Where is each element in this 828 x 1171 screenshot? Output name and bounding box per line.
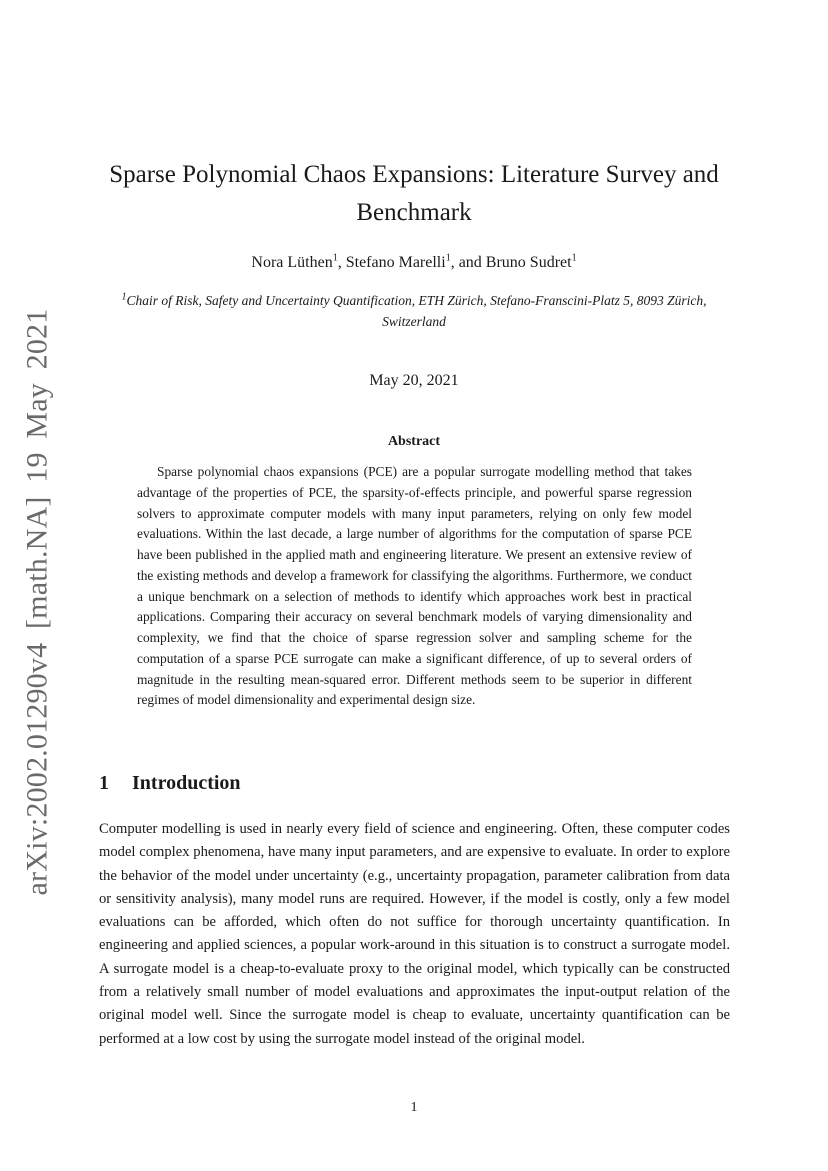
- introduction-paragraph: Computer modelling is used in nearly every field of science and engineering. Often, these computer codes model complex phenomena, have many input parameters, and are expensive to evaluate. In order to explore the behavior of the model under uncertainty (e.g., uncertainty propagation, parameter calibration from data or sensitivity analysis), many model runs are required. However, if the model is costly, only a few model evaluations can be afforded, which often do not suffice for thorough uncertainty quantification. In engineering and applied sciences, a popular work-around in this situation is to construct a surrogate model. A surrogate model is a cheap-to-evaluate proxy to the original model, which typically can be constructed from a relatively small number of model evaluations and approximates the input-output relation of the original model well. Since the surrogate model is cheap to evaluate, uncertainty quantification can be performed at a low cost by using the surrogate model instead of the original model.: [99, 821, 730, 1047]
- section-title: Introduction: [132, 772, 241, 794]
- paper-title: Sparse Polynomial Chaos Expansions: Literature Survey and Benchmark: [109, 161, 719, 226]
- author-separator: ,: [337, 254, 346, 271]
- arxiv-stamp: [8, 308, 66, 896]
- abstract-text: Sparse polynomial chaos expansions (PCE) are a popular surrogate modelling method that takes advantage of the properties of PCE, the sparsity-of-effects principle, and powerful sparse regression solvers to approximate computer models with many input parameters, relying on only few model evaluations. Within the last decade, a large number of algorithms for the computation of sparse PCE have been published in the applied math and engineering literature. We present an extensive review of the existing methods and develop a framework for classifying the algorithms. Furthermore, we conduct a unique benchmark on a selection of methods to identify which approaches work best in practical applications. Comparing their accuracy on several benchmark models of varying dimensionality and complexity, we find that the choice of sparse regression solver and sampling scheme for the computation of a sparse PCE surrogate can make a significant difference, of up to several orders of magnitude in the resulting mean-squared error. Different methods seem to be superior in different regimes of model dimensionality and experimental design size.: [137, 464, 692, 708]
- author-affiliation-marker: 1: [332, 252, 338, 264]
- affiliation: [100, 290, 728, 332]
- author-affiliation-marker: 1: [571, 252, 577, 264]
- page-number: 1: [410, 1100, 418, 1115]
- author-name: Bruno Sudret: [485, 254, 572, 271]
- author-separator: , and: [450, 254, 486, 271]
- arxiv-identifier: arXiv:2002.01290v4 [math.NA] 19 May 2021: [20, 308, 53, 896]
- section-heading: [99, 769, 727, 797]
- author-affiliation-marker: 1: [445, 252, 451, 264]
- affiliation-text: Chair of Risk, Safety and Uncertainty Quantification, ETH Zürich, Stefano-Franscini-Platz 5, 8093 Zürich, Switzerland: [126, 293, 707, 329]
- affiliation-marker: 1: [121, 291, 127, 303]
- author-list: [100, 252, 728, 274]
- author-name: Nora Lüthen: [251, 254, 333, 271]
- abstract-heading: Abstract: [387, 434, 441, 449]
- author-name: Stefano Marelli: [345, 254, 446, 271]
- publication-date: May 20, 2021: [369, 372, 459, 389]
- section-number: 1: [99, 772, 109, 794]
